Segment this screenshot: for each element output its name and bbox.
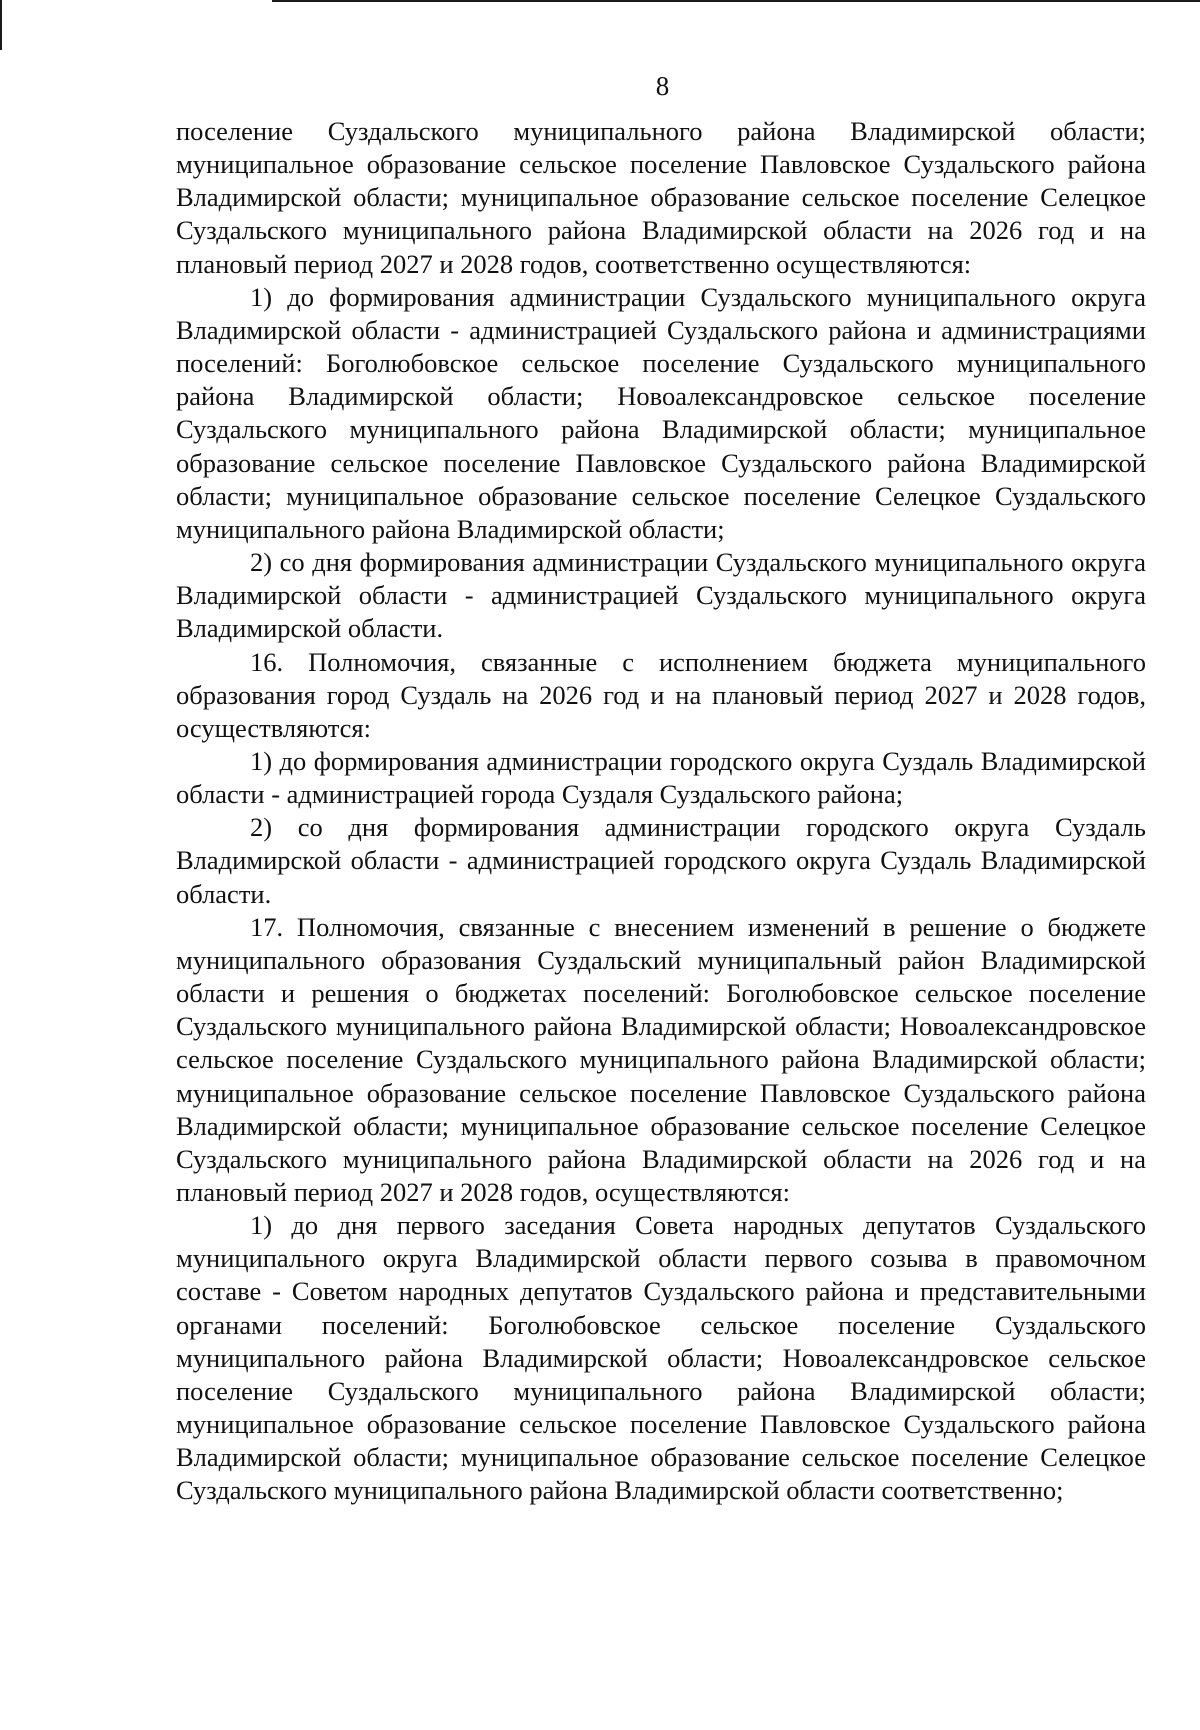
paragraph-item-1: 1) до формирования администрации Суздальского муниципального округа Владимирской области - администрацией Суздальского района и администрациями поселений: Боголюбовское сельское поселение Суздальского муниципального района Владимирской области; Новоалександровское сельское поселение Суздальского муниципального района Владимирской области; муниципальное образование сельское поселение Павловское Суздальского района Владимирской области; муниципальное образование сельское поселение Селецкое Суздальского муниципального района Владимирской области; <box>176 281 1146 544</box>
paragraph-section-16: 16. Полномочия, связанные с исполнением бюджета муниципального образования город Суздаль на 2026 год и на плановый период 2027 и 2028 годов, осуществляются: <box>176 646 1146 743</box>
paragraph-item-2: 2) со дня формирования администрации Суздальского муниципального округа Владимирской области - администрацией Суздальского муниципального округа Владимирской области. <box>176 547 1146 644</box>
scan-edge-left <box>0 0 2 50</box>
page-number: 8 <box>655 71 670 101</box>
paragraph-section-17: 17. Полномочия, связанные с внесением изменений в решение о бюджете муниципального образования Суздальский муниципальный район Владимирской области и решения о бюджетах поселений: Боголюбовское сельское поселение Суздальского муниципального района Владимирской области; Новоалександровское сельское поселение Суздальского муниципального района Владимирской области; муниципальное образование сельское поселение Павловское Суздальского района Владимирской области; муниципальное образование сельское поселение Селецкое Суздальского муниципального района Владимирской области на 2026 год и на плановый период 2027 и 2028 годов, осуществляются: <box>176 911 1146 1207</box>
document-body <box>176 115 1146 1508</box>
paragraph-continuation: поселение Суздальского муниципального района Владимирской области; муниципальное образование сельское поселение Павловское Суздальского района Владимирской области; муниципальное образование сельское поселение Селецкое Суздальского муниципального района Владимирской области на 2026 год и на плановый период 2027 и 2028 годов, соответственно осуществляются: <box>176 116 1146 279</box>
scan-edge-top <box>272 0 1200 2</box>
paragraph-section-16-item-1: 1) до формирования администрации городского округа Суздаль Владимирской области - администрацией города Суздаля Суздальского района; <box>176 745 1146 810</box>
paragraph-section-16-item-2: 2) со дня формирования администрации городского округа Суздаль Владимирской области - администрацией городского округа Суздаль Владимирской области. <box>176 812 1146 909</box>
paragraph-section-17-item-1: 1) до дня первого заседания Совета народных депутатов Суздальского муниципального округа Владимирской области первого созыва в правомочном составе - Советом народных депутатов Суздальского района и представительными органами поселений: Боголюбовское сельское поселение Суздальского муниципального района Владимирской области; Новоалександровское сельское поселение Суздальского муниципального района Владимирской области; муниципальное образование сельское поселение Павловское Суздальского района Владимирской области; муниципальное образование сельское поселение Селецкое Суздальского муниципального района Владимирской области соответственно; <box>176 1210 1146 1506</box>
